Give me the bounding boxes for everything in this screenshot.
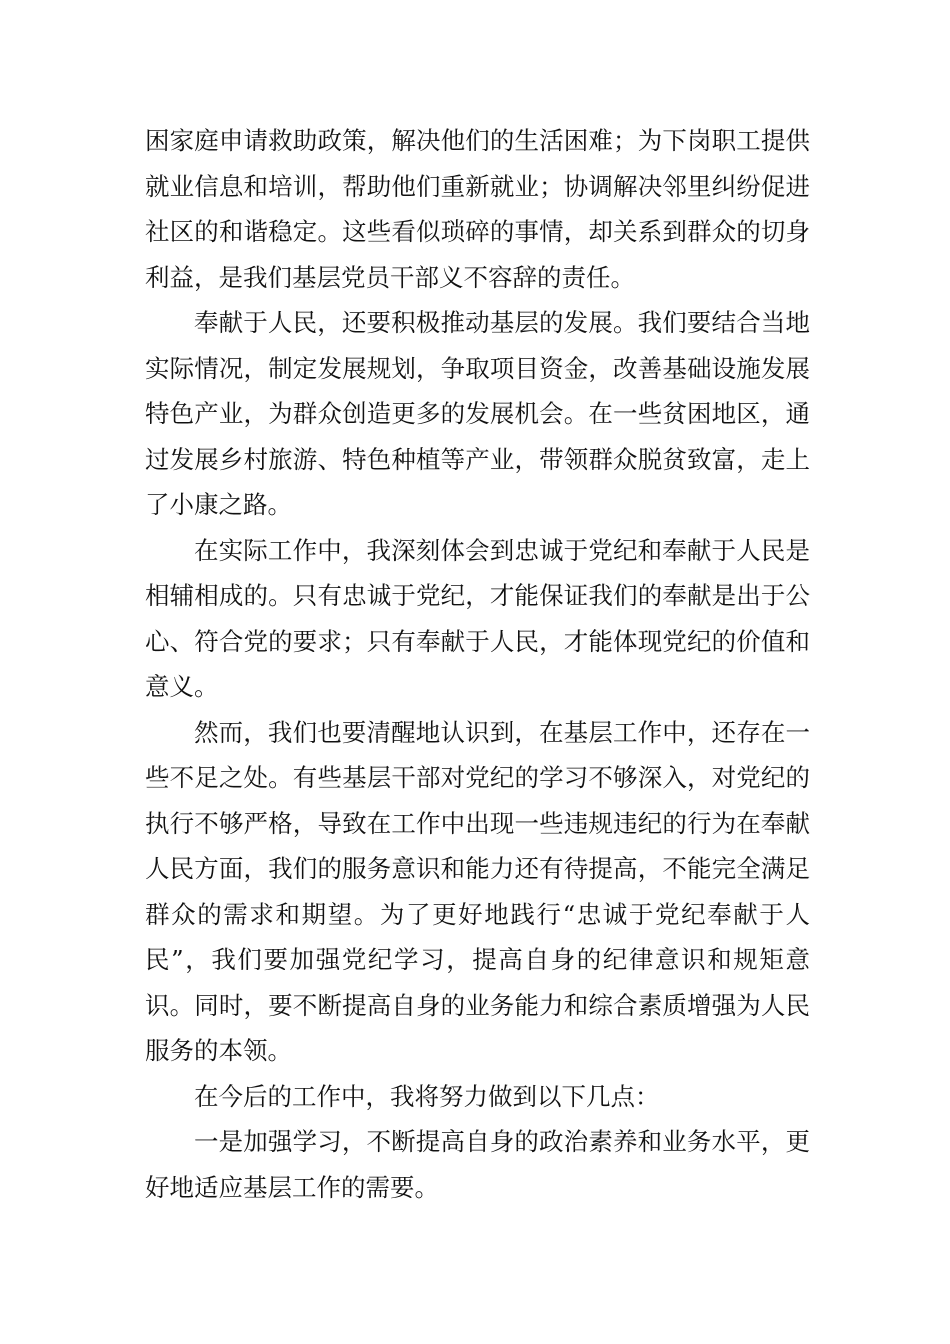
paragraph-1: 困家庭申请救助政策，解决他们的生活困难；为下岗职工提供就业信息和培训，帮助他们重新就业；协调解决邻里纠纷促进社区的和谐稳定。这些看似琐碎的事情，却关系到群众的切身利益，是我们基层党员干部义不容辞的责任。 — [145, 126, 810, 292]
document-body — [145, 118, 810, 1210]
paragraph-2: 奉献于人民，还要积极推动基层的发展。我们要结合当地实际情况，制定发展规划，争取项目资金，改善基础设施发展特色产业，为群众创造更多的发展机会。在一些贫困地区，通过发展乡村旅游、特色种植等产业，带领群众脱贫致富，走上了小康之路。 — [145, 308, 810, 519]
paragraph-6: 一是加强学习，不断提高自身的政治素养和业务水平，更好地适应基层工作的需要。 — [145, 1127, 810, 1202]
paragraph-3: 在实际工作中，我深刻体会到忠诚于党纪和奉献于人民是相辅相成的。只有忠诚于党纪，才能保证我们的奉献是出于公心、符合党的要求；只有奉献于人民，才能体现党纪的价值和意义。 — [145, 535, 810, 701]
paragraph-5: 在今后的工作中，我将努力做到以下几点： — [194, 1081, 660, 1111]
paragraph-4: 然而，我们也要清醒地认识到，在基层工作中，还存在一些不足之处。有些基层干部对党纪的学习不够深入，对党纪的执行不够严格，导致在工作中出现一些违规违纪的行为在奉献人民方面，我们的服务意识和能力还有待提高，不能完全满足群众的需求和期望。为了更好地践行“忠诚于党纪奉献于人民”，我们要加强党纪学习，提高自身的纪律意识和规矩意识。同时，要不断提高自身的业务能力和综合素质增强为人民服务的本领。 — [145, 717, 810, 1065]
